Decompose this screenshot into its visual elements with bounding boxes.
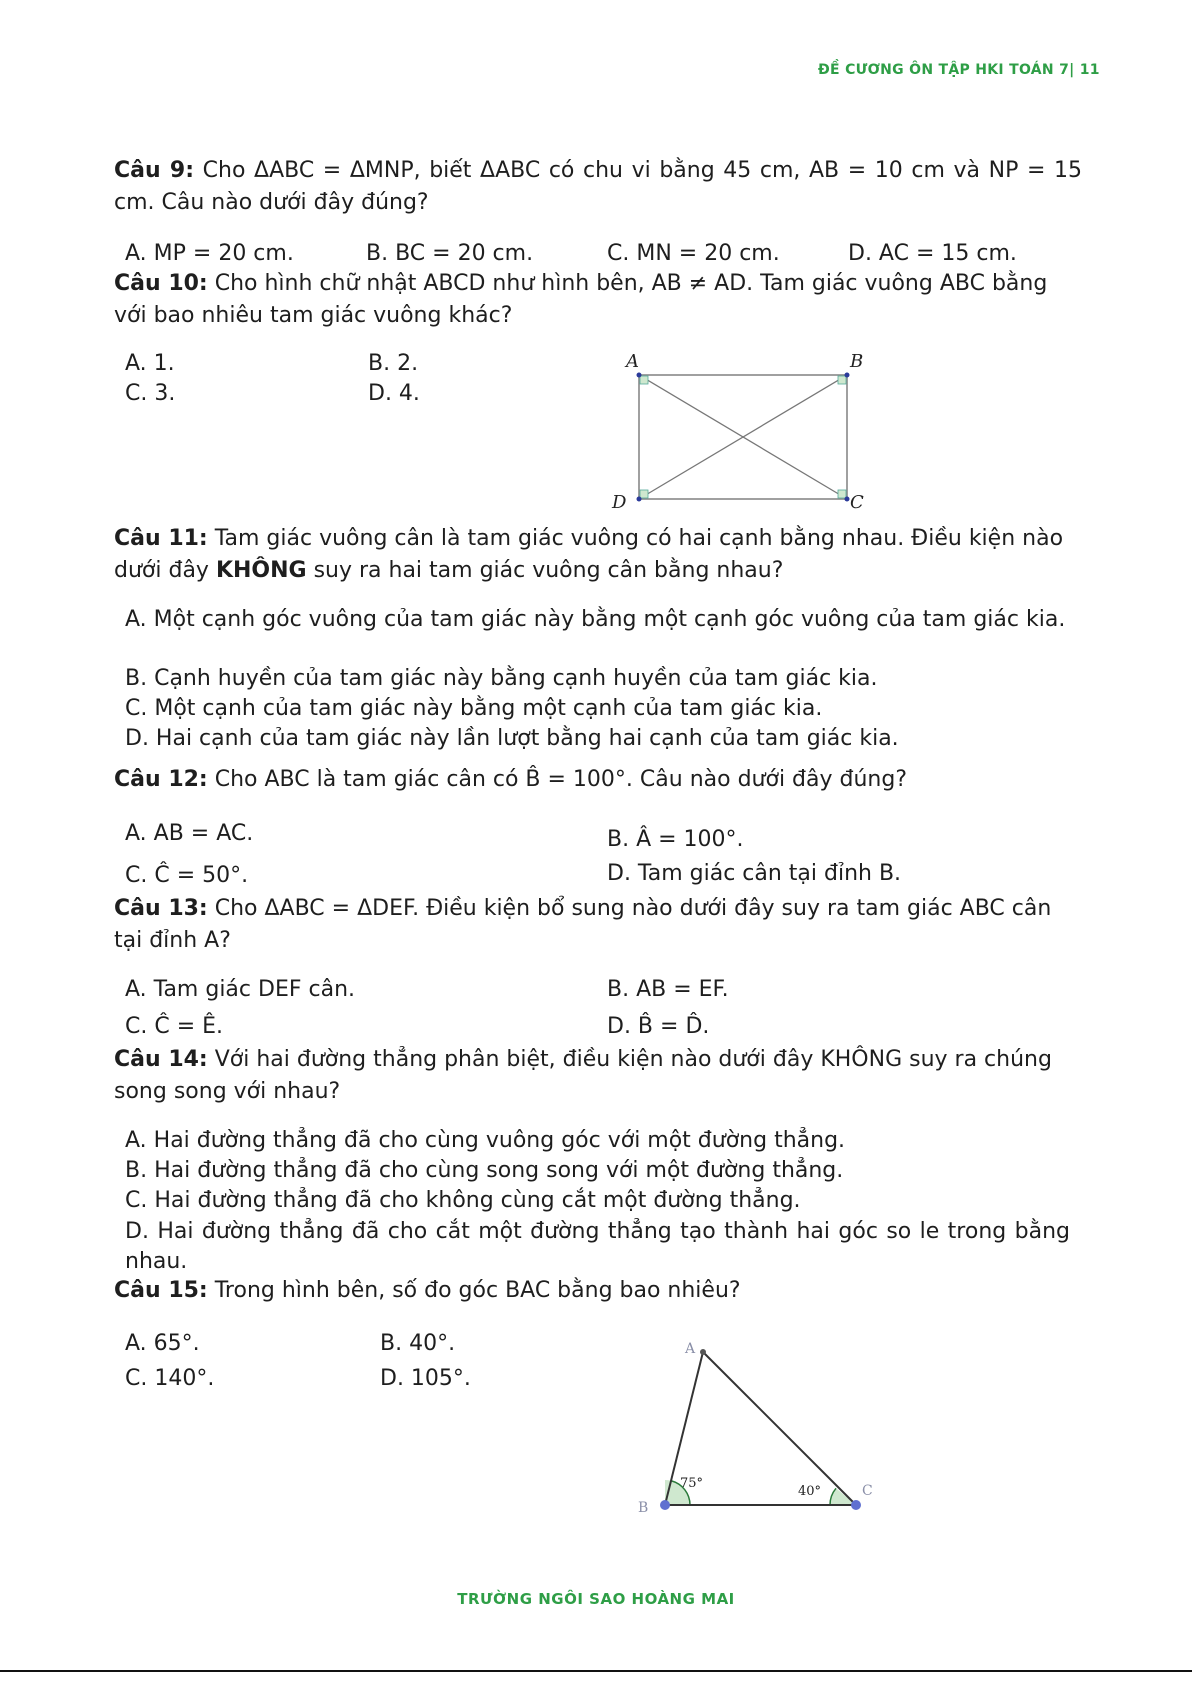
question-9-text: Cho ΔABC = ΔMNP, biết ΔABC có chu vi bằng 45 cm, AB = 10 cm và NP = 15 cm. Câu nào dưới đây đúng? [114,158,1083,215]
q12-option-d: D. Tam giác cân tại đỉnh B. [607,861,902,886]
q15-option-a: A. 65°. [125,1331,200,1356]
question-12-text: Cho ABC là tam giác cân có B̂ = 100°. Câu nào dưới đây đúng? [207,767,907,792]
question-9 [114,155,1082,219]
label-b: B [638,1500,649,1516]
point-c [851,1500,861,1510]
question-11-text: Tam giác vuông cân là tam giác vuông có hai cạnh bằng nhau. Điều kiện nào dưới đây [114,526,1064,583]
triangle-figure [630,1330,910,1520]
q14-option-c: C. Hai đường thẳng đã cho không cùng cắt một đường thẳng. [125,1188,801,1213]
q14-option-b: B. Hai đường thẳng đã cho cùng song song với một đường thẳng. [125,1158,844,1183]
page-footer: TRƯỜNG NGÔI SAO HOÀNG MAI [457,1590,735,1608]
question-14-label: Câu 14: [114,1047,208,1072]
label-c: C [862,1483,873,1499]
q10-option-a: A. 1. [125,351,175,376]
q9-option-c: C. MN = 20 cm. [607,241,780,266]
q14-option-d: D. Hai đường thẳng đã cho cắt một đường thẳng tạo thành hai góc so le trong bằng nhau. [125,1219,1070,1274]
question-14-text: Với hai đường thẳng phân biệt, điều kiện nào dưới đây KHÔNG suy ra chúng song song với nhau? [114,1047,1052,1104]
question-11-label: Câu 11: [114,526,208,551]
q11-option-d: D. Hai cạnh của tam giác này lần lượt bằng hai cạnh của tam giác kia. [125,726,899,751]
question-11-emphasis: KHÔNG [215,558,307,583]
label-d: D [612,492,627,513]
point-d [637,497,642,502]
q13-option-d: D. B̂ = D̂. [607,1014,710,1039]
bottom-rule [0,1670,1192,1672]
question-9-label: Câu 9: [114,158,195,183]
q12-option-c: C. Ĉ = 50°. [125,863,249,888]
q14-option-a: A. Hai đường thẳng đã cho cùng vuông góc với một đường thẳng. [125,1128,846,1153]
q10-option-d: D. 4. [368,381,420,406]
q13-option-b: B. AB = EF. [607,977,729,1002]
q11-option-a: A. Một cạnh góc vuông của tam giác này bằng một cạnh góc vuông của tam giác kia. [125,607,1066,632]
q9-option-b: B. BC = 20 cm. [366,241,534,266]
q12-option-b: B. Â = 100°. [607,827,744,852]
q15-option-b: B. 40°. [380,1331,456,1356]
question-10-label: Câu 10: [114,271,208,296]
point-c [845,497,850,502]
rectangle-figure [600,345,880,520]
label-a: A [685,1341,696,1357]
q9-option-a: A. MP = 20 cm. [125,241,294,266]
label-b: B [850,351,864,372]
question-12 [114,764,1082,796]
q15-option-c: C. 140°. [125,1366,215,1391]
page-header: ĐỀ CƯƠNG ÔN TẬP HKI TOÁN 7| 11 [818,62,1100,78]
label-c: C [850,492,864,513]
label-a: A [626,351,639,372]
question-15-text: Trong hình bên, số đo góc BAC bằng bao nhiêu? [207,1278,741,1303]
q13-option-c: C. Ĉ = Ê. [125,1014,224,1039]
question-10 [114,268,1082,332]
question-13 [114,893,1082,957]
right-angle-d [640,490,648,498]
right-angle-a [640,376,648,384]
q11-option-b: B. Cạnh huyền của tam giác này bằng cạnh huyền của tam giác kia. [125,666,878,691]
question-13-label: Câu 13: [114,896,208,921]
side-ac [703,1352,856,1505]
right-angle-b [838,376,846,384]
question-14 [114,1044,1082,1108]
right-angle-c [838,490,846,498]
q10-option-c: C. 3. [125,381,176,406]
angle-c-label: 40° [798,1484,822,1499]
question-15-label: Câu 15: [114,1278,208,1303]
point-b [660,1500,670,1510]
question-15 [114,1275,1082,1307]
point-b [845,373,850,378]
q11-option-c: C. Một cạnh của tam giác này bằng một cạnh của tam giác kia. [125,696,823,721]
question-12-label: Câu 12: [114,767,208,792]
q15-option-d: D. 105°. [380,1366,471,1391]
q12-option-a: A. AB = AC. [125,821,254,846]
q13-option-a: A. Tam giác DEF cân. [125,977,356,1002]
angle-b-label: 75° [680,1476,704,1491]
question-11-text-2: suy ra hai tam giác vuông cân bằng nhau? [306,558,784,583]
point-a [637,373,642,378]
point-a [700,1349,706,1355]
q10-option-b: B. 2. [368,351,419,376]
q9-option-d: D. AC = 15 cm. [848,241,1017,266]
question-11 [114,523,1082,587]
question-10-text: Cho hình chữ nhật ABCD như hình bên, AB ≠ AD. Tam giác vuông ABC bằng với bao nhiêu tam giác vuông khác? [114,271,1048,328]
question-13-text: Cho ΔABC = ΔDEF. Điều kiện bổ sung nào dưới đây suy ra tam giác ABC cân tại đỉnh A? [114,896,1052,953]
